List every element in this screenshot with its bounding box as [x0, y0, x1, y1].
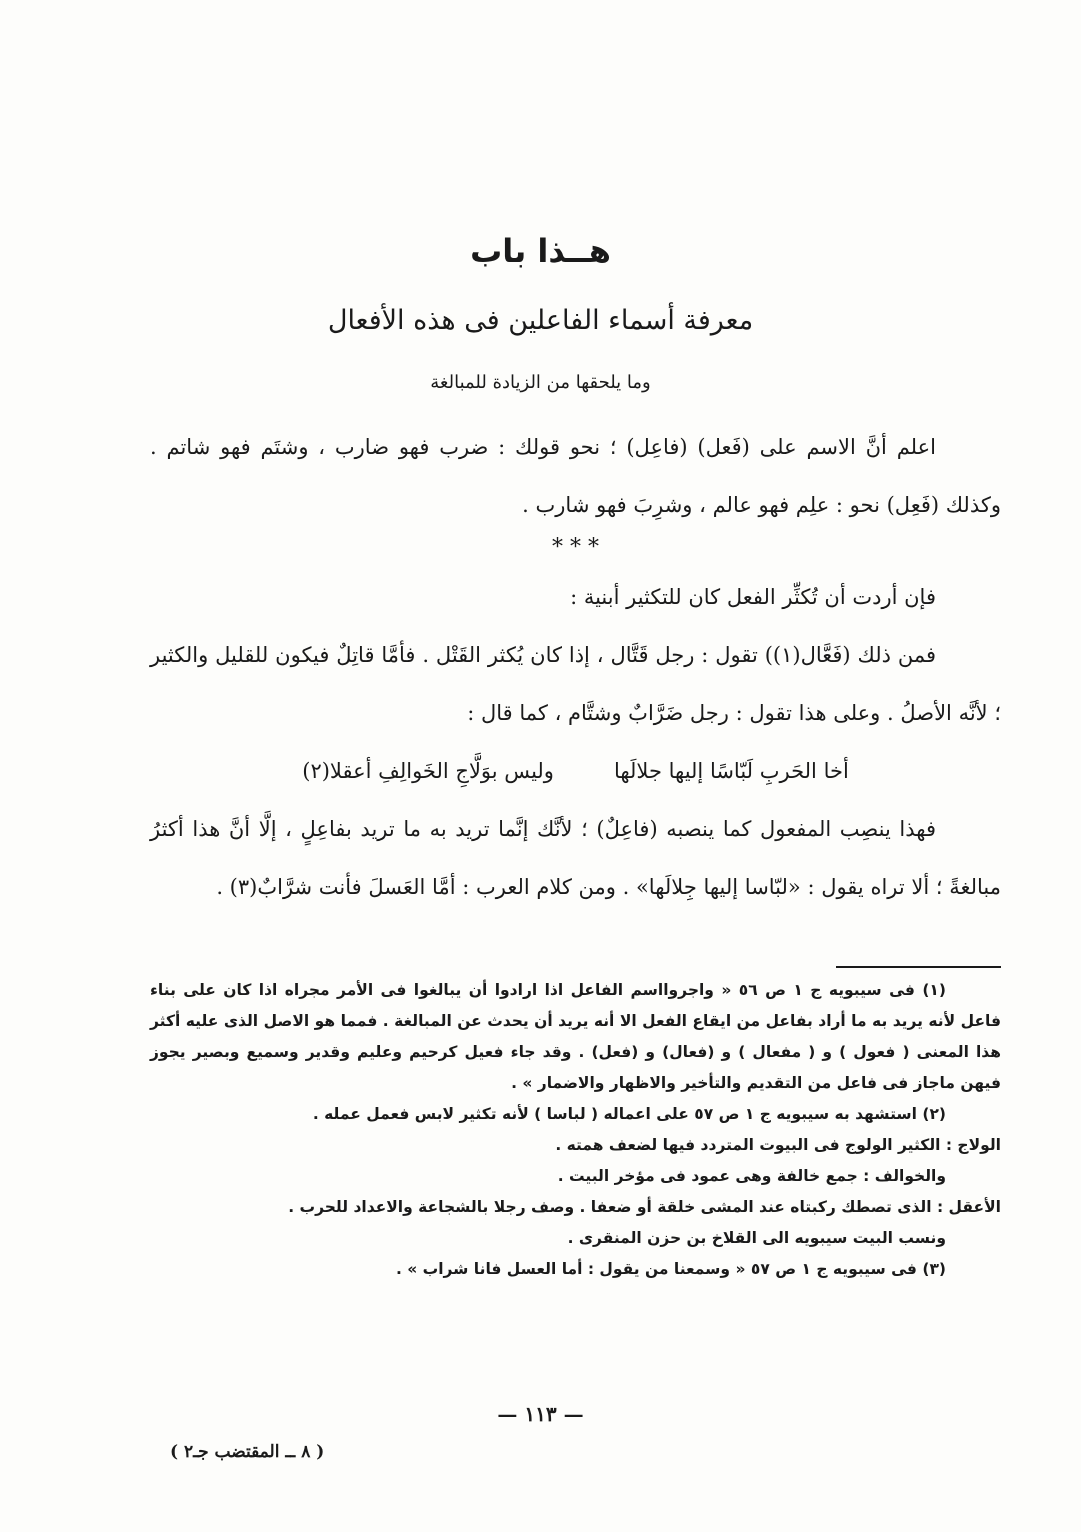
- paragraph-1: اعلم أنَّ الاسم على (فَعل) (فاعِل) ؛ نحو قولك : ضرب فهو ضارب ، وشتَم فهو شاتم . وكذلك (فَعِل) نحو : علِم فهو عالم ، وشرِبَ فهو شارب .: [150, 435, 1001, 517]
- main-text: [150, 418, 1001, 916]
- footnote-2-khawalif: والخوالف : جمع خالفة وهى عمود فى مؤخر البيت .: [557, 1167, 946, 1185]
- chapter-subtitle: معرفة أسماء الفاعلين فى هذه الأفعال: [327, 305, 754, 336]
- chapter-subsubtitle: وما يلحقها من الزيادة للمبالغة: [430, 372, 651, 393]
- paragraph-4: فهذا ينصِب المفعول كما ينصبه (فاعِلٌ) ؛ لأنَّك إنَّما تريد به ما تريد بفاعِلٍ ، إلَّا أنَّ هذا أكثرُ مبالغةً ؛ ألا تراه يقول : «لبّاسا إليها جِلالَها» . ومن كلام العرب : أمَّا العَسلَ فأنت شرَّابٌ(٣) .: [150, 817, 1001, 899]
- footnote-3: (٣) فى سيبويه ج ١ ص ٥٧ « وسمعنا من يقول : أما العسل فانا شراب » .: [395, 1260, 946, 1278]
- chapter-title: هــذا باب: [470, 232, 611, 270]
- verse-first-hemistich: أخا الحَربِ لَبّاسًا إليها جلالَها: [613, 759, 849, 783]
- section-separator: * * *: [552, 535, 599, 560]
- footnote-divider: [836, 966, 1001, 968]
- paragraph-2: فإن أردت أن تُكثِّر الفعل كان للتكثير أبنية :: [570, 585, 936, 609]
- footnote-2-walaj: الولاج : الكثير الولوج فى البيوت المتردد فيها لضعف همته .: [555, 1136, 1001, 1154]
- page-number: — ١١٣ —: [497, 1402, 584, 1426]
- paragraph-3: فمن ذلك (فَعَّال(١)) تقول : رجل قَتَّال ، إذا كان يُكثر القَتْل . فأمَّا قاتِلٌ فيكون للقليل والكثير ؛ لأنَّه الأصلُ . وعلى هذا تقول : رجل ضَرَّابٌ وشتَّام ، كما قال :: [150, 643, 1001, 725]
- footnote-1: (١) فى سيبويه ج ١ ص ٥٦ « واجروااسم الفاعل اذا ارادوا أن يبالغوا فى الأمر مجراه اذا كان على بناء فاعل لأنه يريد به ما أراد بفاعل من ايقاع الفعل الا أنه يريد أن يحدث عن المبالغة . فمما هو الاصل الذى عليه أكثر هذا المعنى ( فعول ) و ( مفعال ) و (فعال) و (فعل) . وقد جاء فعيل كرحيم وعليم وقدير وسميع وبصير يجوز فيهن ماجاز فى فاعل من التقديم والتأخير والاظهار والاضمار » .: [150, 981, 1001, 1092]
- poetry-verse: [150, 742, 1001, 800]
- footnote-2-attribution: ونسب البيت سيبويه الى القلاخ بن حزن المنقرى .: [567, 1229, 946, 1247]
- footnote-2-aqal: الأعقل : الذى تصطك ركبتاه عند المشى خلقة أو ضعفا . وصف رجلا بالشجاعة والاعداد للحرب .: [288, 1198, 1001, 1216]
- book-signature: ( ٨ ــ المقتضب جـ٢ ): [170, 1442, 325, 1462]
- verse-second-hemistich: وليس بوَلَّاجِ الخَوالِفِ أعقلا(٢): [302, 759, 554, 783]
- footnote-2: (٢) استشهد به سيبويه ج ١ ص ٥٧ على اعماله ( لباسا ) لأنه تكثير لابس فعمل عمله .: [312, 1105, 946, 1123]
- footnotes: [150, 975, 1001, 1285]
